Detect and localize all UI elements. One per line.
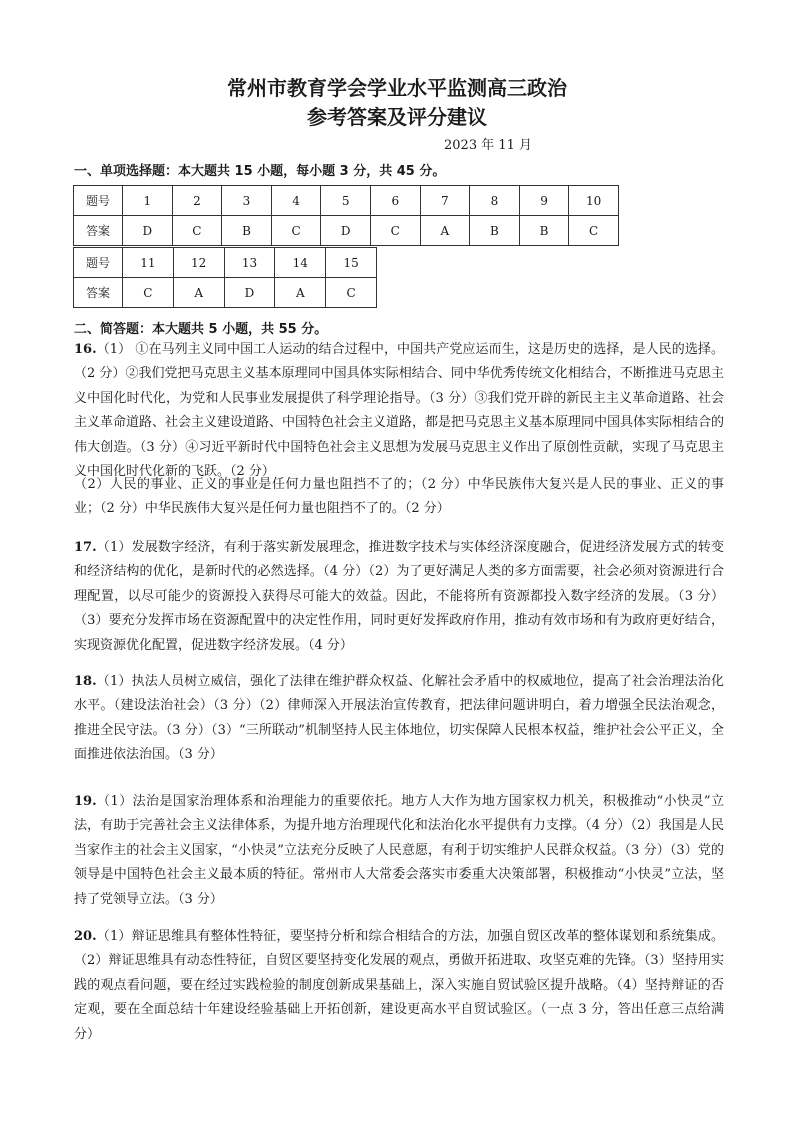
answer-cell: C — [123, 278, 174, 308]
question-number-cell: 6 — [370, 186, 420, 216]
question-number-cell: 1 — [123, 186, 173, 216]
question-number-cell: 12 — [173, 248, 224, 278]
answer-text: （1）法治是国家治理体系和治理能力的重要依托。地方人大作为地方国家权力机关，积极推动“小快灵”立法，有助于完善社会主义法律体系，为提升地方治理现代化和法治化水平提供有力支撑。（4 分）（2）我国是人民当家作主的社会主义国家，“小快灵”立法充分反映了人民意愿，有利于切实维护人民群众权益。（3 分）（3）党的领导是中国特色社会主义最本质的特征。常州市人大常委会落实市委重大决策部署，积极推动“小快灵”立法，坚持了党领导立法。（3 分） — [74, 794, 724, 907]
question-number-cell: 2 — [172, 186, 222, 216]
answer-cell: D — [224, 278, 275, 308]
question-number: 19. — [74, 794, 97, 809]
answer-cell: A — [173, 278, 224, 308]
table-row-numbers — [74, 248, 377, 278]
answer-table-1 — [73, 185, 619, 246]
answer-text: （1）执法人员树立威信，强化了法律在维护群众权益、化解社会矛盾中的权威地位，提高了社会治理法治化水平。（建设法治社会）（3 分）（2）律师深入开展法治宣传教育，把法律问题讲明白，着力增强全民法治观念，推进全民守法。（3 分）（3）“三所联动”机制坚持人民主体地位，切实保障人民根本权益，维护社会公平正义，全面推进依法治国。（3 分） — [74, 674, 724, 763]
table-row-numbers — [74, 186, 619, 216]
row-label-answer: 答案 — [74, 278, 123, 308]
question-18-answer — [74, 670, 724, 768]
table-row-answers — [74, 278, 377, 308]
answer-text: （1）辩证思维具有整体性特征，要坚持分析和综合相结合的方法，加强自贸区改革的整体谋划和系统集成。（2）辩证思维具有动态性特征，自贸区要坚持变化发展的观点，勇做开拓进取、攻坚克难的先锋。（3）坚持用实践的观点看问题，要在经过实践检验的制度创新成果基础上，深入实施自贸试验区提升战略。（4）坚持辩证的否定观，要在全面总结十年建设经验基础上开拓创新，建设更高水平自贸试验区。（一点 3 分，答出任意三点给满分） — [74, 929, 724, 1042]
answer-cell: B — [519, 216, 569, 246]
question-number-cell: 8 — [470, 186, 520, 216]
row-label-number: 题号 — [74, 186, 123, 216]
question-number-cell: 10 — [569, 186, 619, 216]
section-heading-multiple-choice: 一、单项选择题：本大题共 15 小题，每小题 3 分，共 45 分。 — [74, 164, 446, 179]
question-number-cell: 5 — [321, 186, 371, 216]
answer-cell: C — [370, 216, 420, 246]
answer-cell: D — [321, 216, 371, 246]
question-16-answer — [74, 338, 724, 484]
answer-cell: B — [470, 216, 520, 246]
answer-cell: C — [172, 216, 222, 246]
section-heading-short-answer: 二、简答题：本大题共 5 小题，共 55 分。 — [74, 322, 328, 337]
question-number-cell: 7 — [420, 186, 470, 216]
answer-cell: C — [569, 216, 619, 246]
question-19-answer — [74, 790, 724, 912]
question-number: 18. — [74, 674, 97, 689]
question-number: 20. — [74, 929, 97, 944]
question-number-cell: 4 — [271, 186, 321, 216]
question-17-answer — [74, 536, 724, 658]
answer-text: （1） ①在马列主义同中国工人运动的结合过程中，中国共产党应运而生，这是历史的选择，是人民的选择。（2 分）②我们党把马克思主义基本原理同中国具体实际相结合、同中华优秀传统文化相结合，不断推进马克思主义中国化时代化，为党和人民事业发展提供了科学理论指导。（3 分）③我们党开辟的新民主主义革命道路、社会主义革命道路、社会主义建设道路、中国特色社会主义道路，都是把马克思主义基本原理同中国具体实际相结合的伟大创造。（3 分）④习近平新时代中国特色社会主义思想为发展马克思主义作出了原创性贡献，实现了马克思主义中国化时代化新的飞跃。（2 分） — [74, 342, 725, 480]
answer-cell: C — [271, 216, 321, 246]
answer-cell: A — [420, 216, 470, 246]
table-row-answers — [74, 216, 619, 246]
document-date: 2023 年 11 月 — [444, 138, 533, 153]
page-title: 常州市教育学会学业水平监测高三政治 — [227, 76, 567, 100]
answer-cell: C — [326, 278, 377, 308]
question-number-cell: 15 — [326, 248, 377, 278]
question-number: 16. — [74, 342, 97, 357]
answer-cell: A — [275, 278, 326, 308]
answer-table-2 — [73, 247, 377, 308]
answer-cell: B — [222, 216, 272, 246]
question-20-answer — [74, 925, 724, 1047]
question-number-cell: 9 — [519, 186, 569, 216]
question-number-cell: 13 — [224, 248, 275, 278]
question-number-cell: 11 — [123, 248, 174, 278]
answer-cell: D — [123, 216, 173, 246]
page-subtitle: 参考答案及评分建议 — [307, 105, 487, 129]
question-number-cell: 14 — [275, 248, 326, 278]
row-label-number: 题号 — [74, 248, 123, 278]
answer-text: （2）人民的事业、正义的事业是任何力量也阻挡不了的；（2 分）中华民族伟大复兴是人民的事业、正义的事业；（2 分）中华民族伟大复兴是任何力量也阻挡不了的。（2 分） — [74, 477, 724, 517]
question-16-part-2-answer — [74, 473, 724, 522]
question-number-cell: 3 — [222, 186, 272, 216]
answer-text: （1）发展数字经济，有利于落实新发展理念，推进数字技术与实体经济深度融合，促进经济发展方式的转变和经济结构的优化，是新时代的必然选择。（4 分）（2）为了更好满足人类的多方面需要，社会必须对资源进行合理配置，以尽可能少的资源投入获得尽可能大的效益。因此，不能将所有资源都投入数字经济的发展。（3 分）（3）要充分发挥市场在资源配置中的决定性作用，同时更好发挥政府作用，推动有效市场和有为政府更好结合，实现资源优化配置，促进数字经济发展。（4 分） — [74, 540, 724, 653]
row-label-answer: 答案 — [74, 216, 123, 246]
question-number: 17. — [74, 540, 97, 555]
